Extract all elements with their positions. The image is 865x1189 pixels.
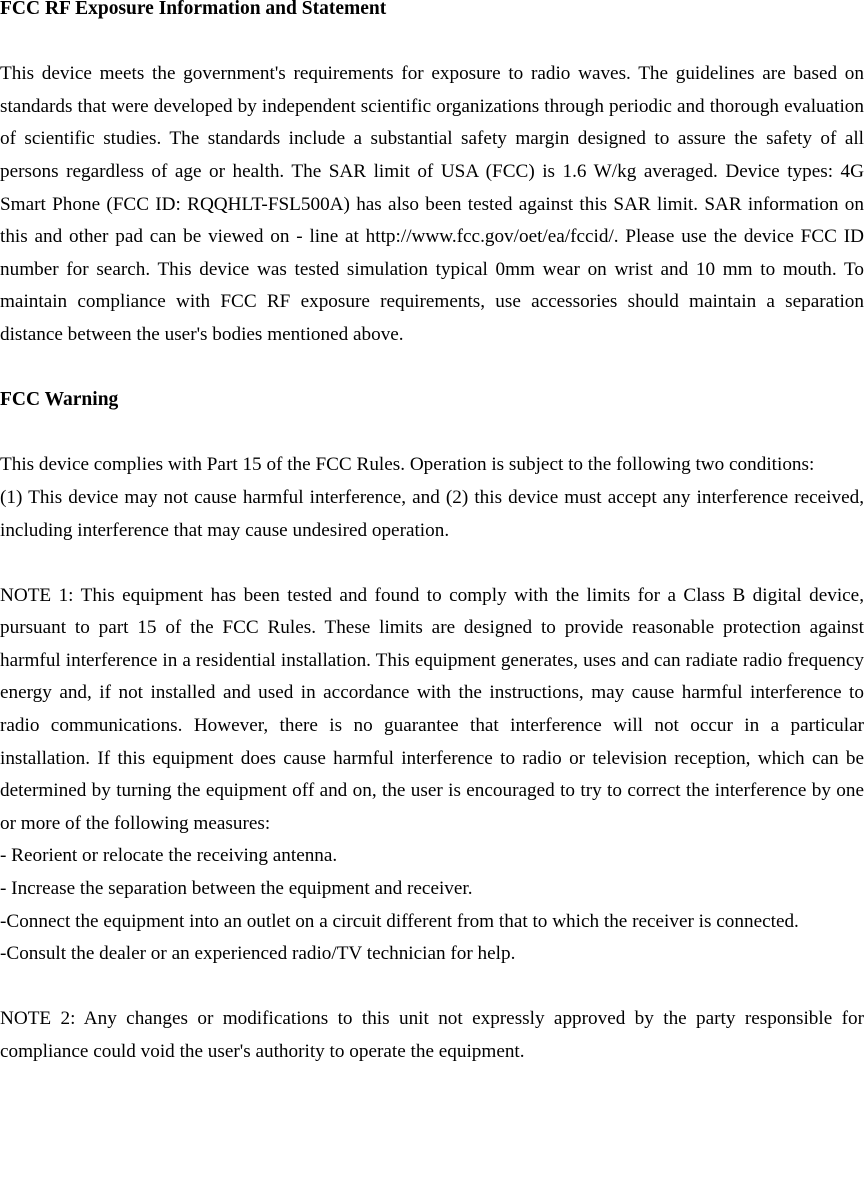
- fcc-warning-heading: FCC Warning: [0, 389, 119, 411]
- rf-exposure-heading: FCC RF Exposure Information and Statement: [0, 0, 387, 19]
- note-2-paragraph: NOTE 2: Any changes or modifications to this unit not expressly approved by the party responsible for compliance could void the user's authority to operate the equipment.: [0, 1008, 864, 1062]
- spacer: [0, 352, 864, 385]
- spacer: [0, 971, 864, 1004]
- measure-item: - Increase the separation between the equipment and receiver.: [0, 878, 473, 900]
- fcc-warning-intro: This device complies with Part 15 of the FCC Rules. Operation is subject to the following two conditions:: [0, 454, 815, 476]
- spacer: [0, 547, 864, 580]
- rf-exposure-paragraph: This device meets the government's requirements for exposure to radio waves. The guidelines are based on standards that were developed by independent scientific organizations through periodic and thorough evaluation of scientific studies. The standards include a substantial safety margin designed to assure the safety of all persons regardless of age or health. The SAR limit of USA (FCC) is 1.6 W/kg averaged. Device types: 4G Smart Phone (FCC ID: RQQHLT-FSL500A) has also been tested against this SAR limit. SAR information on this and other pad can be viewed on - line at http://www.fcc.gov/oet/ea/fccid/. Please use the device FCC ID number for search. This device was tested simulation typical 0mm wear on wrist and 10 mm to mouth. To maintain compliance with FCC RF exposure requirements, use accessories should maintain a separation distance between the user's bodies mentioned above.: [0, 63, 864, 345]
- measure-item: - Reorient or relocate the receiving antenna.: [0, 845, 338, 867]
- measure-item: -Consult the dealer or an experienced radio/TV technician for help.: [0, 943, 516, 965]
- spacer: [0, 26, 864, 59]
- measure-item: -Connect the equipment into an outlet on a circuit different from that to which the receiver is connected.: [0, 910, 799, 932]
- note-1-paragraph: NOTE 1: This equipment has been tested and found to comply with the limits for a Class B digital device, pursuant to part 15 of the FCC Rules. These limits are designed to provide reasonable protection against harmful interference in a residential installation. This equipment generates, uses and can radiate radio frequency energy and, if not installed and used in accordance with the instructions, may cause harmful interference to radio communications. However, there is no guarantee that interference will not occur in a particular installation. If this equipment does cause harmful interference to radio or television reception, which can be determined by turning the equipment off and on, the user is encouraged to try to correct the interference by one or more of the following measures:: [0, 584, 864, 834]
- fcc-warning-conditions: (1) This device may not cause harmful interference, and (2) this device must accept any interference received, including interference that may cause undesired operation.: [0, 486, 864, 541]
- spacer: [0, 417, 864, 450]
